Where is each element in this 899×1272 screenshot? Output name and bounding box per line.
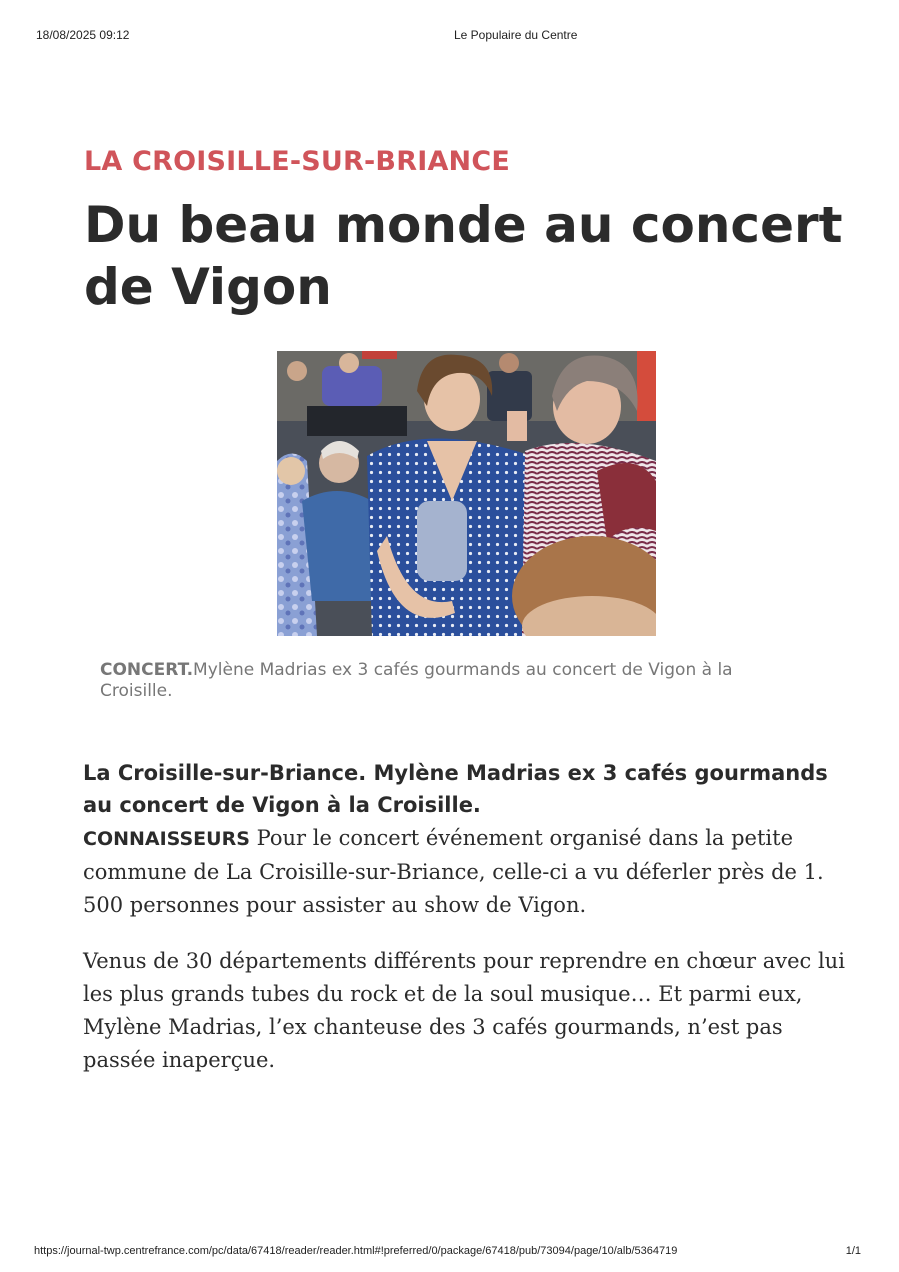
publication-name: Le Populaire du Centre bbox=[454, 28, 578, 42]
article-paragraph-2: Venus de 30 départements différents pour reprendre en chœur avec lui les plus grands tubes du rock et de la soul musique… Et parmi eux, Mylène Madrias, l’ex chanteuse des 3 cafés gourmands, n’est pas passée inaperçue. bbox=[83, 949, 845, 1072]
source-url: https://journal-twp.centrefrance.com/pc/data/67418/reader/reader.html#!preferred/0/package/67418/pub/73094/page/10/alb/5364719 bbox=[34, 1245, 678, 1257]
article-headline: Du beau monde au concert de Vigon bbox=[84, 196, 843, 316]
article-lead: La Croisille-sur-Briance. Mylène Madrias ex 3 cafés gourmands au concert de Vigon à la Croisille. bbox=[83, 761, 828, 817]
article-kicker: LA CROISILLE-SUR-BRIANCE bbox=[84, 146, 510, 177]
article-photo bbox=[277, 351, 656, 636]
print-footer bbox=[34, 1245, 861, 1257]
paragraph-1-text: Pour le concert événement organisé dans la petite commune de La Croisille-sur-Briance, celle-ci a vu déferler près de 1. 500 personnes pour assister au show de Vigon. bbox=[83, 826, 824, 917]
print-datetime: 18/08/2025 09:12 bbox=[36, 28, 130, 42]
paragraph-lead-word: CONNAISSEURS bbox=[83, 828, 250, 850]
article-paragraph-1 bbox=[83, 822, 853, 922]
photo-caption bbox=[100, 660, 790, 702]
caption-text: Mylène Madrias ex 3 cafés gourmands au concert de Vigon à la Croisille. bbox=[100, 660, 733, 701]
caption-label: CONCERT. bbox=[100, 660, 194, 680]
page-number: 1/1 bbox=[845, 1245, 861, 1257]
